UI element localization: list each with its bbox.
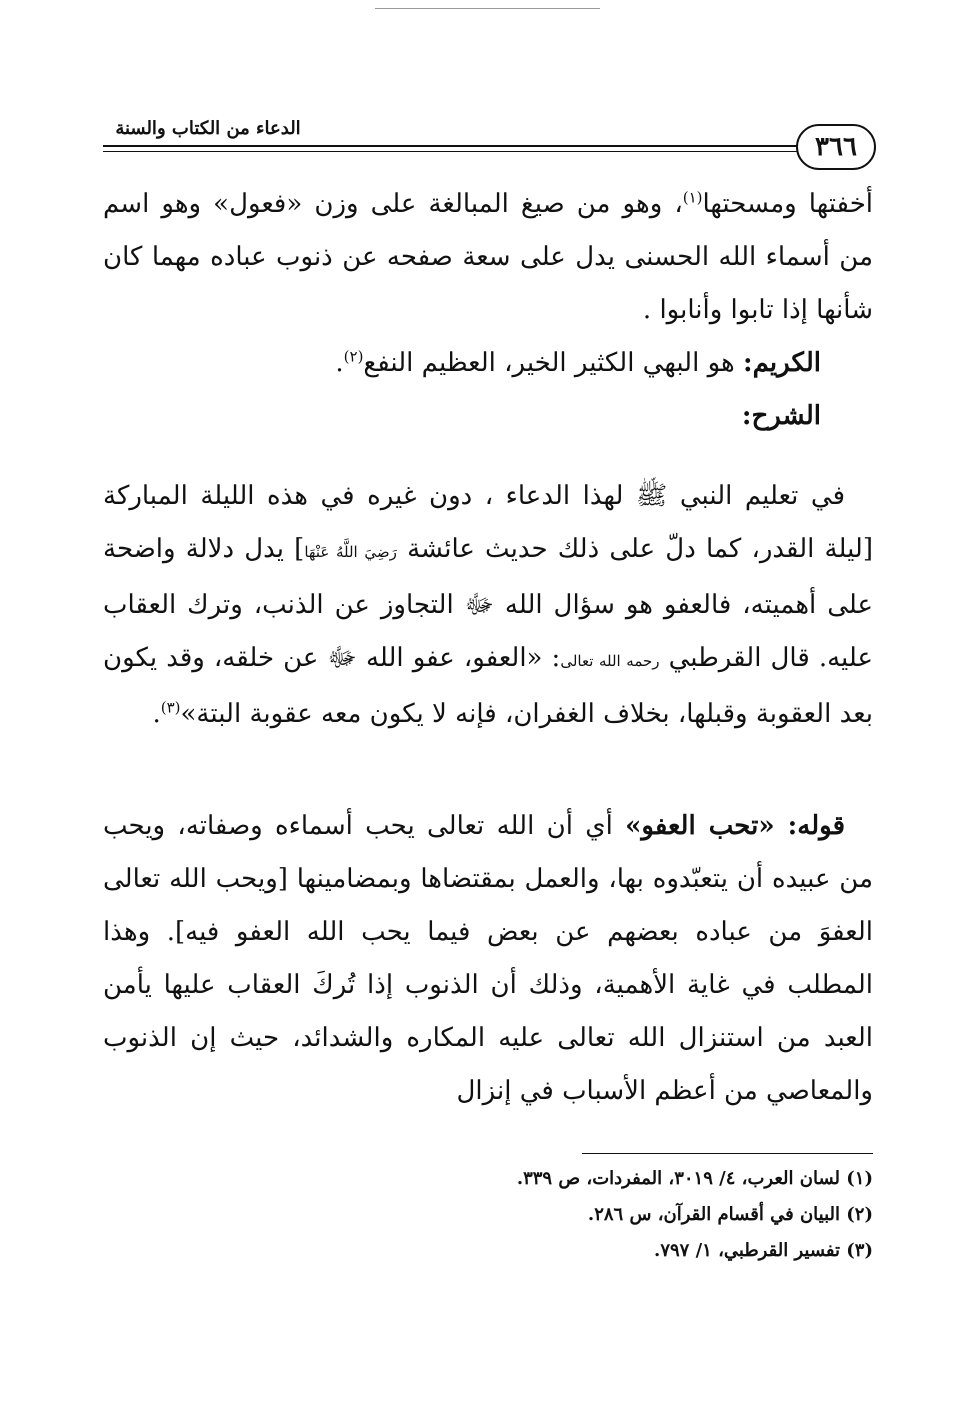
paragraph-4 [103, 800, 873, 1118]
p3-text-a: في تعليم النبي ﷺ لهذا الدعاء ، دون غيره في هذه الليلة المباركة [ليلة القدر، كما دلّ على ذلك حديث عائشة [103, 481, 874, 564]
footnote-ref-1: (١) [682, 188, 703, 207]
honorific-aisha: رَضِيَ اللَّهُ عَنْهَا [304, 543, 397, 561]
honorific-qurtubi: رحمه الله تعالى [560, 652, 660, 670]
page-body-3 [103, 800, 873, 1118]
p3-end: . [152, 699, 161, 729]
p4-text: أي أن الله تعالى يحب أسماءه وصفاته، ويحب من عبيده أن يتعبّدوه بها، والعمل بمقتضاها وبمضامينها [ويحب الله تعالى العفوَ من عباده بعضهم عن بعض فيما يحب الله العفو فيه]. وهذا المطلب في غاية الأهمية، وذلك أن الذنوب إذا تُركَ العقاب عليها يأمن العبد من استنزال الله تعالى عليه المكاره والشدائد، حيث إن الذنوب والمعاصي من أعظم الأسباب في إنزال [103, 811, 873, 1106]
footnote-ref-2: (٢) [343, 347, 364, 366]
term-karim: الكريم: [743, 348, 821, 378]
footnote-rule [582, 1153, 873, 1154]
p1-text-b: ، وهو من صيغ المبالغة على وزن «فعول» وهو اسم من أسماء الله الحسنى يدل على سعة صفحه عن ذنوب عباده مهما كان شأنها إذا تابوا وأنابوا . [103, 189, 873, 325]
p3-text-c: : «العفو، عفو الله ﷻ عن خلقه، وقد يكون بعد العقوبة وقبلها، بخلاف الغفران، فإنه لا يكون معه عقوبة البتة» [103, 643, 873, 729]
header-rule-thick [103, 145, 798, 147]
footnotes [103, 1161, 873, 1269]
footnote-3: (٣) تفسير القرطبي، ١/ ٧٩٧. [654, 1240, 873, 1261]
running-title: الدعاء من الكتاب والسنة [115, 118, 301, 139]
p3-text-b: ] يدل دلالة واضحة على أهميته، فالعفو هو سؤال الله ﷻ التجاوز عن الذنب، وترك العقاب عليه. قال القرطبي [103, 534, 874, 673]
footnote-2: (٢) البيان في أقسام القرآن، س ٢٨٦. [587, 1204, 873, 1225]
paragraph-3 [103, 470, 873, 741]
p2-text: هو البهي الكثير الخير، العظيم النفع [363, 348, 743, 378]
p1-text-a: أخفتها ومسحتها [702, 189, 873, 219]
header-rule-thin [103, 151, 798, 152]
top-rule [375, 8, 600, 9]
page-number: ٣٦٦ [796, 124, 876, 170]
paragraph-1 [103, 178, 873, 337]
page-body [103, 178, 873, 443]
heading-sharh: الشرح: [741, 401, 821, 431]
section-heading [103, 390, 873, 443]
page-body-2 [103, 470, 873, 741]
quote-label: قوله: «تحب العفو» [625, 811, 846, 841]
p2-end: . [335, 348, 344, 378]
paragraph-2 [103, 337, 873, 390]
footnote-1: (١) لسان العرب، ٤/ ٣٠١٩، المفردات، ص ٣٣٩. [516, 1168, 873, 1189]
footnote-ref-3: (٣) [160, 698, 181, 717]
